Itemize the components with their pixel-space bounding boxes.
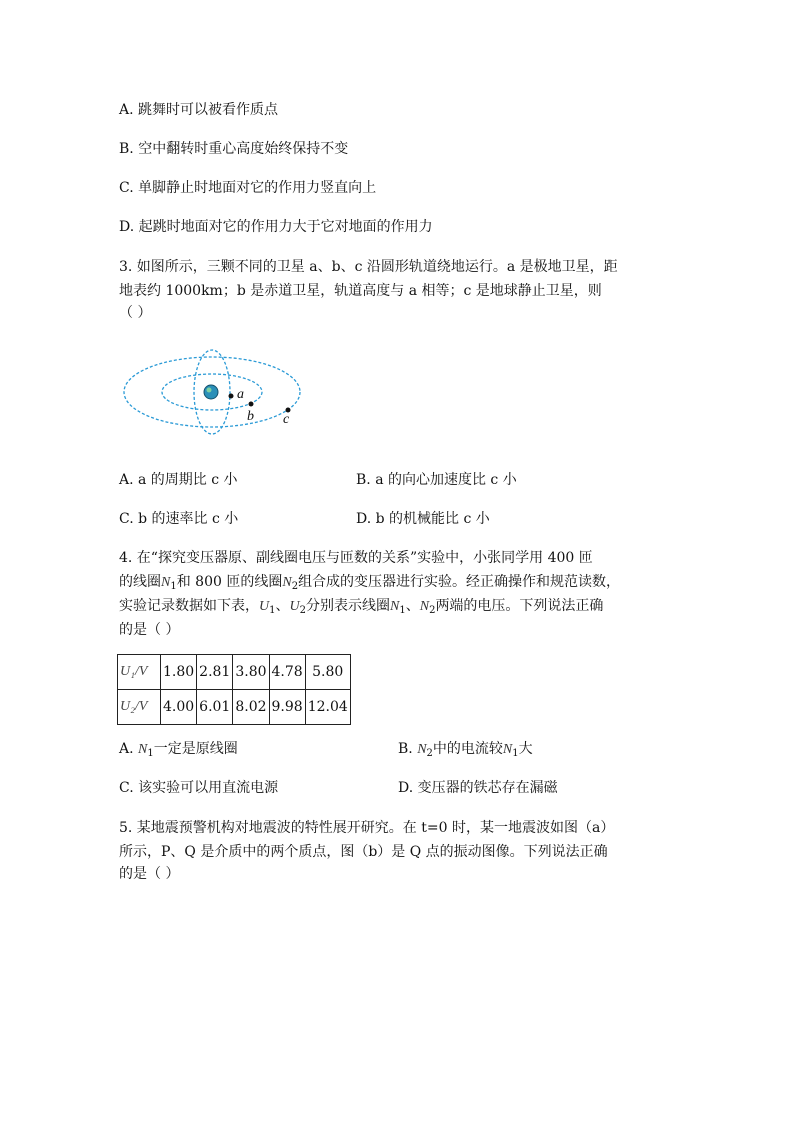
table-row-label: U₁/V	[118, 655, 161, 690]
q5-stem-line3: 的是（ ）	[119, 866, 180, 882]
q4-option-d: D. 变压器的铁芯存在漏磁	[398, 780, 558, 796]
q3-stem-line2: 地表约 1000km；b 是赤道卫星，轨道高度与 a 相等；c 是地球静止卫星，则	[119, 283, 602, 299]
q3-option-d: D. b 的机械能比 c 小	[356, 511, 490, 527]
q3-option-b: B. a 的向心加速度比 c 小	[356, 472, 517, 488]
table-row	[118, 690, 351, 725]
q3-stem-line3: （ ）	[119, 305, 152, 321]
table-cell: 8.02	[233, 690, 269, 725]
q3-option-a: A. a 的周期比 c 小	[119, 472, 238, 488]
q2-option-c: C. 单脚静止时地面对它的作用力竖直向上	[119, 180, 377, 196]
q4-stem-line4: 的是（ ）	[119, 622, 180, 638]
label-b: b	[247, 409, 254, 424]
table-cell: 9.98	[269, 690, 305, 725]
q3-stem-line1: 3. 如图所示，三颗不同的卫星 a、b、c 沿圆形轨道绕地运行。a 是极地卫星，距	[119, 259, 618, 275]
voltage-table	[117, 654, 351, 725]
table-cell: 4.00	[161, 690, 197, 725]
table-cell: 5.80	[305, 655, 350, 690]
q4-option-c: C. 该实验可以用直流电源	[119, 780, 279, 796]
q2-option-b: B. 空中翻转时重心高度始终保持不变	[119, 141, 349, 157]
earth-icon	[204, 385, 218, 399]
label-c: c	[283, 412, 290, 427]
q5-stem-line1: 5. 某地震预警机构对地震波的特性展开研究。在 t=0 时，某一地震波如图（a）	[119, 820, 615, 836]
q4-option-a: A. $N_1$一定是原线圈	[119, 741, 238, 759]
table-row	[118, 655, 351, 690]
table-cell: 2.81	[197, 655, 233, 690]
q4-stem-line2: 的线圈$N_1$和 800 匝的线圈$N_2$组合成的变压器进行实验。经正确操作和规范读数，	[119, 574, 621, 592]
table-cell: 3.80	[233, 655, 269, 690]
label-a: a	[237, 387, 244, 402]
q3-option-c: C. b 的速率比 c 小	[119, 511, 239, 527]
table-row-label: U₂/V	[118, 690, 161, 725]
table-cell: 1.80	[161, 655, 197, 690]
q2-option-d: D. 起跳时地面对它的作用力大于它对地面的作用力	[119, 219, 433, 235]
q2-option-a: A. 跳舞时可以被看作质点	[119, 102, 279, 118]
satellite-orbit-figure	[118, 348, 318, 443]
table-cell: 4.78	[269, 655, 305, 690]
table-cell: 12.04	[305, 690, 350, 725]
q4-stem-line3: 实验记录数据如下表，$U_1$、$U_2$分别表示线圈$N_1$、$N_2$两端的电压。下列说法正确	[119, 598, 604, 616]
q4-option-b: B. $N_2$中的电流较$N_1$大	[398, 741, 533, 759]
q4-stem-line1: 4. 在“探究变压器原、副线圈电压与匝数的关系”实验中，小张同学用 400 匝	[119, 550, 593, 566]
satellite-b	[249, 402, 254, 407]
satellite-a	[229, 394, 234, 399]
table-cell: 6.01	[197, 690, 233, 725]
q5-stem-line2: 所示，P、Q 是介质中的两个质点，图（b）是 Q 点的振动图像。下列说法正确	[119, 844, 608, 860]
